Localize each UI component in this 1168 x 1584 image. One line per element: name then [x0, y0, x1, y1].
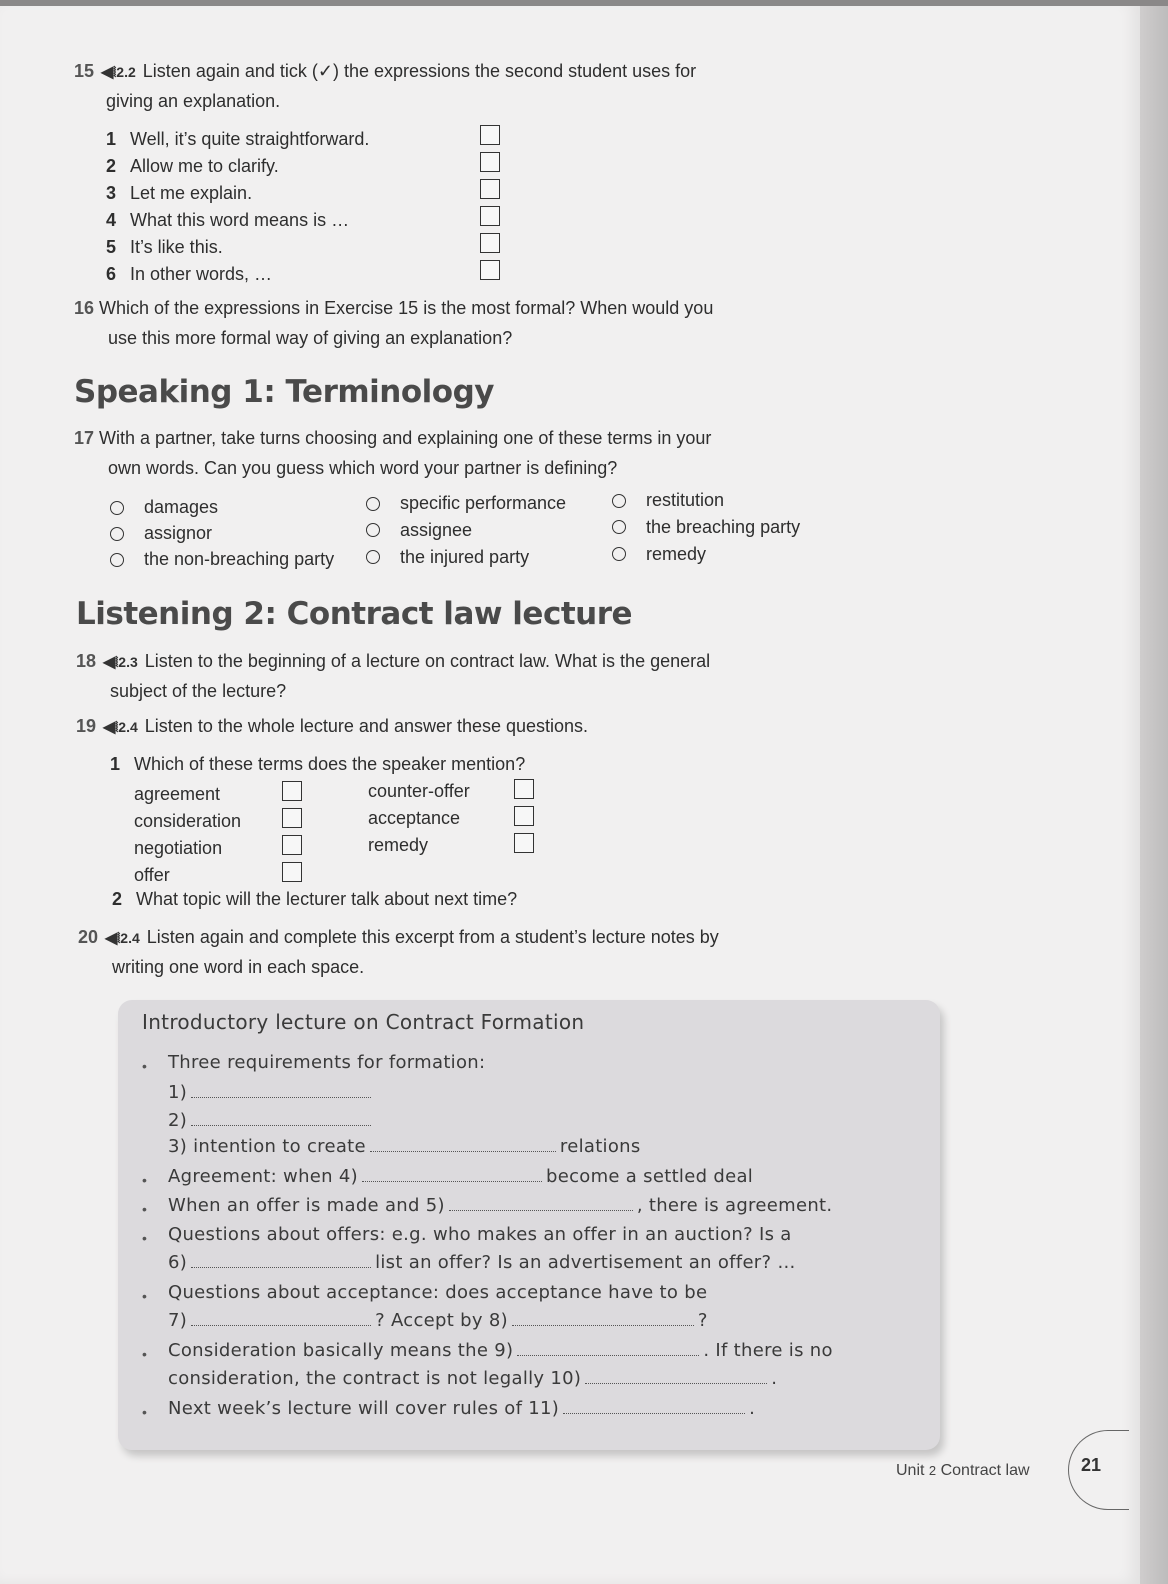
answer-blank[interactable] [585, 1371, 767, 1384]
term-label: acceptance [368, 808, 461, 828]
tick-checkbox[interactable] [480, 260, 500, 280]
tick-checkbox[interactable] [282, 781, 302, 801]
answer-blank[interactable] [449, 1198, 633, 1211]
term-label: remedy [368, 835, 429, 855]
term-radio[interactable] [612, 547, 626, 561]
term-label: consideration [134, 811, 242, 831]
bullet-icon: • [142, 1404, 147, 1420]
section-heading: Listening 2: Contract law lecture [76, 596, 633, 632]
audio-icon[interactable]: ◀⦚2.3 [103, 654, 138, 671]
term-radio[interactable] [366, 497, 380, 511]
list-item: 5 It’s like this. [106, 237, 223, 257]
bullet-icon: • [142, 1058, 147, 1074]
question: 2 What topic will the lecturer talk about next time? [112, 889, 518, 909]
term-label: the non-breaching party [144, 549, 335, 569]
notes-line: 3) intention to create relations [168, 1136, 641, 1157]
tick-checkbox[interactable] [480, 206, 500, 226]
exercise-17-instruction [74, 427, 834, 449]
term-label: negotiation [134, 838, 223, 858]
bullet-icon: • [142, 1346, 147, 1362]
exercise-20-instruction [78, 926, 848, 950]
term-label: the injured party [400, 547, 530, 567]
section-heading: Speaking 1: Terminology [74, 374, 494, 410]
instruction-line: giving an explanation. [106, 91, 281, 111]
answer-blank[interactable] [191, 1085, 371, 1098]
term-label: the breaching party [646, 517, 801, 537]
question: 1 Which of these terms does the speaker mention? [110, 754, 526, 774]
instruction-line: Listen again and complete this excerpt from a student’s lecture notes by [146, 927, 719, 947]
notes-line: consideration, the contract is not legally 10) . [168, 1368, 778, 1389]
instruction-line: subject of the lecture? [110, 681, 287, 701]
answer-blank[interactable] [362, 1169, 542, 1182]
term-label: damages [144, 497, 219, 517]
term-label: offer [134, 865, 170, 885]
unit-label: Unit 2 Contract law [896, 1462, 1030, 1479]
tick-checkbox[interactable] [282, 808, 302, 828]
term-radio[interactable] [366, 550, 380, 564]
list-item: 3 Let me explain. [106, 183, 253, 203]
notes-line: Consideration basically means the 9) . If there is no [168, 1340, 833, 1361]
page-edge [1140, 0, 1168, 1584]
exercise-number: 19 [76, 716, 97, 736]
notes-line: When an offer is made and 5) , there is agreement. [168, 1195, 833, 1216]
notes-line: 2) [168, 1110, 375, 1131]
exercise-number: 18 [76, 651, 97, 671]
answer-blank[interactable] [191, 1255, 371, 1268]
term-radio[interactable] [612, 520, 626, 534]
tick-checkbox[interactable] [480, 233, 500, 253]
term-radio[interactable] [110, 553, 124, 567]
term-label: assignee [400, 520, 473, 540]
term-label: agreement [134, 784, 221, 804]
page-top-edge [0, 0, 1168, 6]
tick-checkbox[interactable] [480, 152, 500, 172]
answer-blank[interactable] [191, 1313, 371, 1326]
tick-checkbox[interactable] [514, 779, 534, 799]
bullet-icon: • [142, 1230, 147, 1246]
list-item: 2 Allow me to clarify. [106, 156, 279, 176]
answer-blank[interactable] [512, 1313, 694, 1326]
audio-track: 2.3 [118, 654, 138, 670]
bullet-icon: • [142, 1288, 147, 1304]
tick-checkbox[interactable] [480, 179, 500, 199]
exercise-number: 15 [74, 61, 95, 81]
exercise-number: 16 [74, 298, 95, 318]
exercise-15-instruction [74, 60, 834, 84]
instruction-line: Listen to the whole lecture and answer these questions. [144, 716, 589, 736]
instruction-line: Listen again and tick (✓) the expressions the second student uses for [142, 61, 697, 81]
answer-blank[interactable] [517, 1343, 699, 1356]
exercise-number: 20 [78, 927, 99, 947]
audio-track: 2.4 [118, 719, 138, 735]
notes-line: Three requirements for formation: [168, 1052, 486, 1073]
notes-line: Questions about offers: e.g. who makes an offer in an auction? Is a [168, 1224, 792, 1245]
answer-blank[interactable] [191, 1113, 371, 1126]
term-label: specific performance [400, 493, 567, 513]
tick-checkbox[interactable] [514, 806, 534, 826]
tick-checkbox[interactable] [282, 835, 302, 855]
notes-line: Next week’s lecture will cover rules of 11) . [168, 1398, 756, 1419]
answer-blank[interactable] [370, 1139, 556, 1152]
bullet-icon: • [142, 1172, 147, 1188]
exercise-16-instruction [74, 297, 834, 319]
instruction-line: Listen to the beginning of a lecture on contract law. What is the general [144, 651, 711, 671]
notes-title: Introductory lecture on Contract Formation [142, 1010, 585, 1034]
instruction-line: Which of the expressions in Exercise 15 is the most formal? When would you [99, 298, 714, 318]
answer-blank[interactable] [563, 1401, 745, 1414]
tick-checkbox[interactable] [282, 862, 302, 882]
list-item: 4 What this word means is … [106, 210, 350, 230]
tick-checkbox[interactable] [514, 833, 534, 853]
instruction-line: use this more formal way of giving an explanation? [108, 328, 513, 348]
instruction-line: writing one word in each space. [112, 957, 365, 977]
notes-line: Agreement: when 4) become a settled deal [168, 1166, 754, 1187]
exercise-19-instruction [76, 715, 836, 739]
exercise-18-instruction [76, 650, 836, 674]
audio-icon[interactable]: ◀⦚2.2 [101, 64, 136, 81]
audio-icon[interactable]: ◀⦚2.4 [103, 719, 138, 736]
notes-line: 1) [168, 1082, 375, 1103]
page-number: 21 [1081, 1455, 1102, 1475]
term-label: remedy [646, 544, 707, 564]
term-radio[interactable] [612, 494, 626, 508]
tick-checkbox[interactable] [480, 125, 500, 145]
term-label: assignor [144, 523, 213, 543]
notes-line: 7) ? Accept by 8) ? [168, 1310, 708, 1331]
instruction-line: With a partner, take turns choosing and explaining one of these terms in your [99, 428, 712, 448]
exercise-number: 17 [74, 428, 95, 448]
audio-track: 2.2 [116, 64, 136, 80]
term-radio[interactable] [110, 501, 124, 515]
term-label: restitution [646, 490, 725, 510]
list-item: 1 Well, it’s quite straightforward. [106, 129, 370, 149]
notes-line: 6) list an offer? Is an advertisement an offer? … [168, 1252, 796, 1273]
bullet-icon: • [142, 1201, 147, 1217]
audio-icon[interactable]: ◀⦚2.4 [105, 930, 140, 947]
term-radio[interactable] [110, 527, 124, 541]
list-item: 6 In other words, … [106, 264, 273, 284]
term-label: counter-offer [368, 781, 470, 801]
instruction-line: own words. Can you guess which word your partner is defining? [108, 458, 618, 478]
notes-line: Questions about acceptance: does acceptance have to be [168, 1282, 708, 1303]
term-radio[interactable] [366, 523, 380, 537]
audio-track: 2.4 [120, 930, 140, 946]
